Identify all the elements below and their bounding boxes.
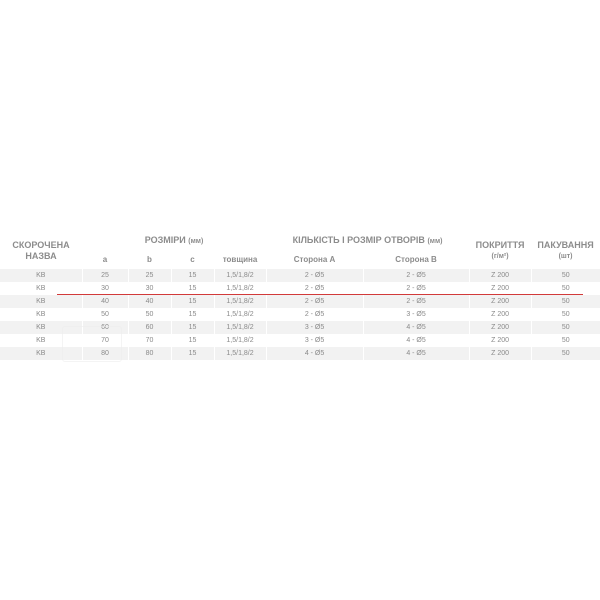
cell-coating: Z 200 — [469, 269, 531, 282]
cell-side-a: 3 - Ø5 — [266, 321, 363, 334]
cell-side-a: 3 - Ø5 — [266, 334, 363, 347]
cell-c: 15 — [171, 334, 214, 347]
cell-c: 15 — [171, 321, 214, 334]
cell-packing: 50 — [531, 347, 600, 360]
header-side-a: Сторона А — [293, 255, 336, 264]
cell-side-a: 2 - Ø5 — [266, 308, 363, 321]
header-holes-label: КІЛЬКІСТЬ І РОЗМІР ОТВОРІВ — [292, 235, 425, 245]
cell-side-b: 2 - Ø5 — [363, 269, 469, 282]
header-packing-label: ПАКУВАННЯ — [537, 239, 594, 250]
cell-side-b: 4 - Ø5 — [363, 321, 469, 334]
header-coating — [469, 232, 531, 269]
header-coating-label: ПОКРИТТЯ — [475, 239, 525, 250]
cell-packing: 50 — [531, 282, 600, 295]
cell-side-b: 2 - Ø5 — [363, 282, 469, 295]
cell-coating: Z 200 — [469, 321, 531, 334]
header-thickness: товщина — [222, 255, 258, 264]
cell-b: 60 — [128, 321, 171, 334]
cell-coating: Z 200 — [469, 295, 531, 308]
table-row — [0, 269, 600, 282]
cell-c: 15 — [171, 282, 214, 295]
highlight-underline — [57, 294, 583, 295]
cell-thickness: 1,5/1,8/2 — [214, 321, 266, 334]
cell-b: 70 — [128, 334, 171, 347]
cell-side-b: 2 - Ø5 — [363, 295, 469, 308]
cell-side-b: 4 - Ø5 — [363, 334, 469, 347]
cell-thickness: 1,5/1,8/2 — [214, 308, 266, 321]
cell-name: KB — [0, 269, 82, 282]
cell-thickness: 1,5/1,8/2 — [214, 282, 266, 295]
cell-b: 40 — [128, 295, 171, 308]
cell-name: KB — [0, 347, 82, 360]
cell-b: 30 — [128, 282, 171, 295]
cell-c: 15 — [171, 295, 214, 308]
cell-c: 15 — [171, 308, 214, 321]
header-holes-unit: (мм) — [427, 238, 443, 245]
cell-a: 40 — [82, 295, 128, 308]
table-row — [0, 308, 600, 321]
cell-name: KB — [0, 282, 82, 295]
cell-a: 80 — [82, 347, 128, 360]
cell-a: 50 — [82, 308, 128, 321]
cell-packing: 50 — [531, 269, 600, 282]
cell-side-a: 2 - Ø5 — [266, 269, 363, 282]
cell-b: 25 — [128, 269, 171, 282]
header-a: a — [102, 255, 108, 264]
cell-c: 15 — [171, 269, 214, 282]
cell-thickness: 1,5/1,8/2 — [214, 334, 266, 347]
header-short-name — [0, 232, 82, 269]
cell-coating: Z 200 — [469, 308, 531, 321]
header-side-b: Сторона В — [395, 255, 437, 264]
header-sizes — [82, 232, 266, 250]
cell-side-a: 2 - Ø5 — [266, 282, 363, 295]
cell-a: 25 — [82, 269, 128, 282]
cell-c: 15 — [171, 347, 214, 360]
header-sizes-label: РОЗМІРИ — [144, 235, 186, 245]
cell-side-a: 4 - Ø5 — [266, 347, 363, 360]
table-header — [0, 232, 600, 269]
cell-side-b: 4 - Ø5 — [363, 347, 469, 360]
cell-name: KB — [0, 321, 82, 334]
cell-packing: 50 — [531, 334, 600, 347]
cell-b: 80 — [128, 347, 171, 360]
header-packing — [531, 232, 600, 269]
header-short-name-line2: НАЗВА — [25, 250, 57, 261]
cell-coating: Z 200 — [469, 282, 531, 295]
cell-packing: 50 — [531, 308, 600, 321]
cell-name: KB — [0, 295, 82, 308]
header-coating-unit: (г/м²) — [491, 252, 509, 260]
cell-name: KB — [0, 334, 82, 347]
cell-coating: Z 200 — [469, 334, 531, 347]
cell-coating: Z 200 — [469, 347, 531, 360]
header-b: b — [147, 255, 152, 264]
cell-a: 60 — [82, 321, 128, 334]
faint-watermark — [62, 326, 122, 362]
header-c: c — [190, 255, 195, 264]
table-row — [0, 295, 600, 308]
cell-name: KB — [0, 308, 82, 321]
cell-packing: 50 — [531, 321, 600, 334]
cell-thickness: 1,5/1,8/2 — [214, 347, 266, 360]
cell-a: 70 — [82, 334, 128, 347]
cell-b: 50 — [128, 308, 171, 321]
cell-a: 30 — [82, 282, 128, 295]
header-sizes-unit: (мм) — [188, 238, 204, 245]
cell-thickness: 1,5/1,8/2 — [214, 269, 266, 282]
cell-side-b: 3 - Ø5 — [363, 308, 469, 321]
header-holes — [266, 232, 469, 250]
header-packing-unit: (шт) — [558, 252, 573, 260]
cell-packing: 50 — [531, 295, 600, 308]
cell-side-a: 2 - Ø5 — [266, 295, 363, 308]
header-short-name-line1: СКОРОЧЕНА — [12, 239, 70, 250]
cell-thickness: 1,5/1,8/2 — [214, 295, 266, 308]
